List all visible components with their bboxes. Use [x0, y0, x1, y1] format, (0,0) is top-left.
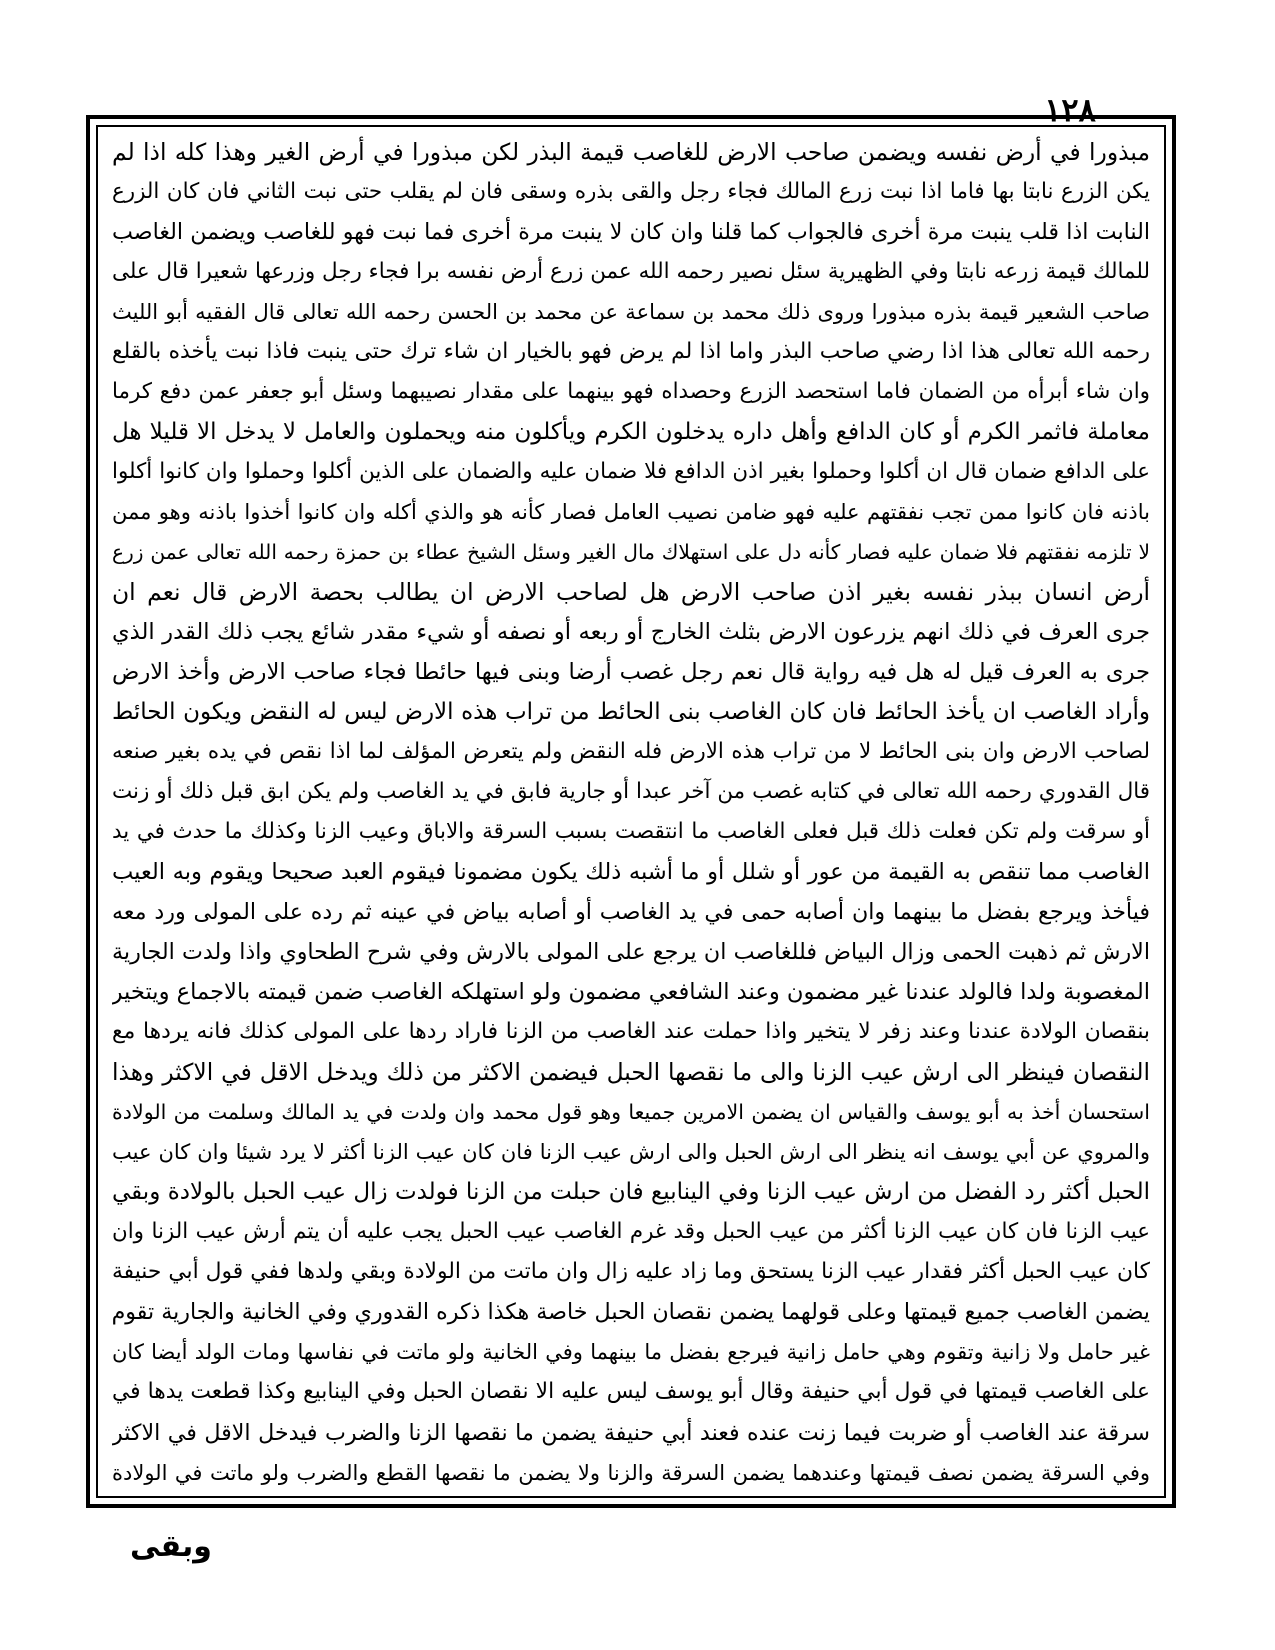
catchword: وبقى — [130, 1529, 212, 1564]
text-line: الحبل أكثر رد الفضل من ارش عيب الزنا وفي الينابيع فان حبلت من الزنا فولدت زال عيب الحبل بالولادة وبقي — [112, 1179, 1150, 1206]
text-line: لصاحب الارض وان بنى الحائط لا من تراب هذه الارض فله النقض ولم يتعرض المؤلف لما اذا نقص في يده بغير صنعه — [112, 739, 1150, 765]
text-line: عيب الزنا فان كان عيب الزنا أكثر من عيب الحبل وقد غرم الغاصب عيب الحبل يجب عليه أن يتم أرش عيب الزنا وان — [112, 1219, 1150, 1245]
text-line: استحسان أخذ به أبو يوسف والقياس ان يضمن الامرين جميعا وهو قول محمد وان ولدت في يد المالك وسلمت من الولادة — [112, 1100, 1150, 1125]
text-line: النقصان فينظر الى ارش عيب الزنا والى ما نقصها الحبل فيضمن الاكثر من ذلك ويدخل الاقل في الاكثر وهذا — [112, 1058, 1150, 1087]
text-line: المغصوبة ولدا فالولد عندنا غير مضمون وعند الشافعي مضمون ولو استهلكه الغاصب ضمن قيمته بالاجماع ويتخير — [112, 979, 1150, 1006]
text-line: للمالك قيمة زرعه نابتا وفي الظهيرية سئل نصير رحمه الله عمن زرع أرض نفسه برا فجاء رجل وزرعها شعيرا قال على — [112, 259, 1150, 285]
text-line: صاحب الشعير قيمة بذره مبذورا وروى ذلك محمد بن سماعة عن محمد بن الحسن رحمه الله تعالى قال الفقيه أبو الليث — [112, 300, 1150, 325]
text-line: على الدافع ضمان قال ان أكلوا وحملوا بغير اذن الدافع فلا ضمان عليه والضمان على الذين أكلوا وحملوا وان كانوا أكلوا — [112, 459, 1150, 485]
text-line: معاملة فاثمر الكرم أو كان الدافع وأهل داره يدخلون الكرم ويأكلون منه ويحملون والعامل لا يدخل الا قليلا هل — [112, 419, 1150, 446]
text-line: سرقة عند الغاصب أو ضربت فيما زنت عنده فعند أبي حنيفة يضمن ما نقصها الزنا والضرب فيدخل الاقل في الاكثر — [112, 1419, 1150, 1446]
text-line: رحمه الله تعالى هذا اذا رضي صاحب البذر واما اذا لم يرض فهو بالخيار ان شاء ترك حتى ينبت فاذا نبت يأخذه بالقلع — [112, 339, 1150, 365]
text-line: أرض انسان ببذر نفسه بغير اذن صاحب الارض هل لصاحب الارض ان يطالب بحصة الارض قال نعم ان — [112, 578, 1150, 607]
text-line: وفي السرقة يضمن نصف قيمتها وعندهما يضمن السرقة والزنا ولا يضمن ما نقصها القطع والضرب ولو ماتت في الولادة — [112, 1460, 1150, 1485]
text-line: غير حامل ولا زانية وتقوم وهي حامل زانية فيرجع بفضل ما بينهما وفي الخانية ولو ماتت في نفاسها ومات الولد أيضا كان — [112, 1340, 1150, 1365]
text-line: فيأخذ ويرجع بفضل ما بينهما وان أصابه حمى في يد الغاصب أو أصابه بياض في عينه ثم رده على المولى ورد معه — [112, 899, 1150, 926]
text-line: بنقصان الولادة عندنا وعند زفر لا يتخير واذا حملت عند الغاصب من الزنا فاراد ردها على المولى كذلك فانه يردها مع — [112, 1019, 1150, 1045]
text-line: وان شاء أبرأه من الضمان فاما استحصد الزرع وحصداه فهو بينهما على مقدار نصيبهما وسئل أبو جعفر عمن دفع كرما — [112, 379, 1150, 405]
text-line: على الغاصب قيمتها في قول أبي حنيفة وقال أبو يوسف ليس عليه الا نقصان الحبل وفي الينابيع وكذا قطعت يدها في — [112, 1379, 1150, 1405]
text-line: والمروي عن أبي يوسف انه ينظر الى ارش الحبل والى ارش عيب الزنا فان كان عيب الزنا أكثر لا يرد شيئا وان كان عيب — [112, 1140, 1150, 1165]
text-line: باذنه فان كانوا ممن تجب نفقتهم عليه فهو ضامن نصيب العامل فصار كأنه هو والذي أكله وان كانوا أخذوا باذنه وهو ممن — [112, 500, 1150, 525]
page-border-inner — [96, 125, 1166, 1498]
text-line: جرى العرف في ذلك انهم يزرعون الارض بثلث الخارج أو ربعه أو نصفه أو شيء مقدر شائع يجب ذلك القدر الذي — [112, 619, 1150, 646]
text-line: لا تلزمه نفقتهم فلا ضمان عليه فصار كأنه دل على استهلاك مال الغير وسئل الشيخ عطاء بن حمزة رحمه الله تعالى عمن زرع — [112, 540, 1150, 565]
text-line: يكن الزرع نابتا بها فاما اذا نبت زرع المالك فجاء رجل والقى بذره وسقى فان لم يقلب حتى نبت الثاني فان كان الزرع — [112, 179, 1150, 205]
page-number: ١٢٨ — [1044, 91, 1096, 129]
text-line: مبذورا في أرض نفسه ويضمن صاحب الارض للغاصب قيمة البذر لكن مبذورا في أرض الغير وهذا كله اذا لم — [112, 138, 1150, 166]
text-line: يضمن الغاصب جميع قيمتها وعلى قولهما يضمن نقصان الحبل خاصة هكذا ذكره القدوري وفي الخانية والجارية تقوم — [112, 1299, 1150, 1326]
main-text-block — [112, 135, 1150, 1490]
text-line: أو سرقت ولم تكن فعلت ذلك قبل فعلى الغاصب ما انتقصت بسبب السرقة والاباق وعيب الزنا وكذلك ما حدث في يد — [112, 819, 1150, 845]
text-line: الارش ثم ذهبت الحمى وزال البياض فللغاصب ان يرجع على المولى بالارش وفي شرح الطحاوي واذا ولدت الجارية — [112, 939, 1150, 966]
text-line: النابت اذا قلب ينبت مرة أخرى فالجواب كما قلنا وان كان لا ينبت مرة أخرى فما نبت فهو للغاصب ويضمن الغاصب — [112, 219, 1150, 246]
text-line: كان عيب الحبل أكثر فقدار عيب الزنا يستحق وما زاد عليه زال وان ماتت من الولادة وبقي ولدها ففي قول أبي حنيفة — [112, 1259, 1150, 1285]
text-line: وأراد الغاصب ان يأخذ الحائط فان كان الغاصب بنى الحائط من تراب هذه الارض ليس له النقض ويكون الحائط — [112, 699, 1150, 726]
text-line: الغاصب مما تنقص به القيمة من عور أو شلل أو ما أشبه ذلك يكون مضمونا فيقوم العبد صحيحا ويقوم وبه العيب — [112, 859, 1150, 886]
text-line: جرى به العرف قيل له هل فيه رواية قال نعم رجل غصب أرضا وبنى فيها حائطا فجاء صاحب الارض وأخذ الارض — [112, 659, 1150, 686]
text-line: قال القدوري رحمه الله تعالى في كتابه غصب من آخر عبدا أو جارية فابق في يد الغاصب ولم يكن ابق قبل ذلك أو زنت — [112, 779, 1150, 805]
